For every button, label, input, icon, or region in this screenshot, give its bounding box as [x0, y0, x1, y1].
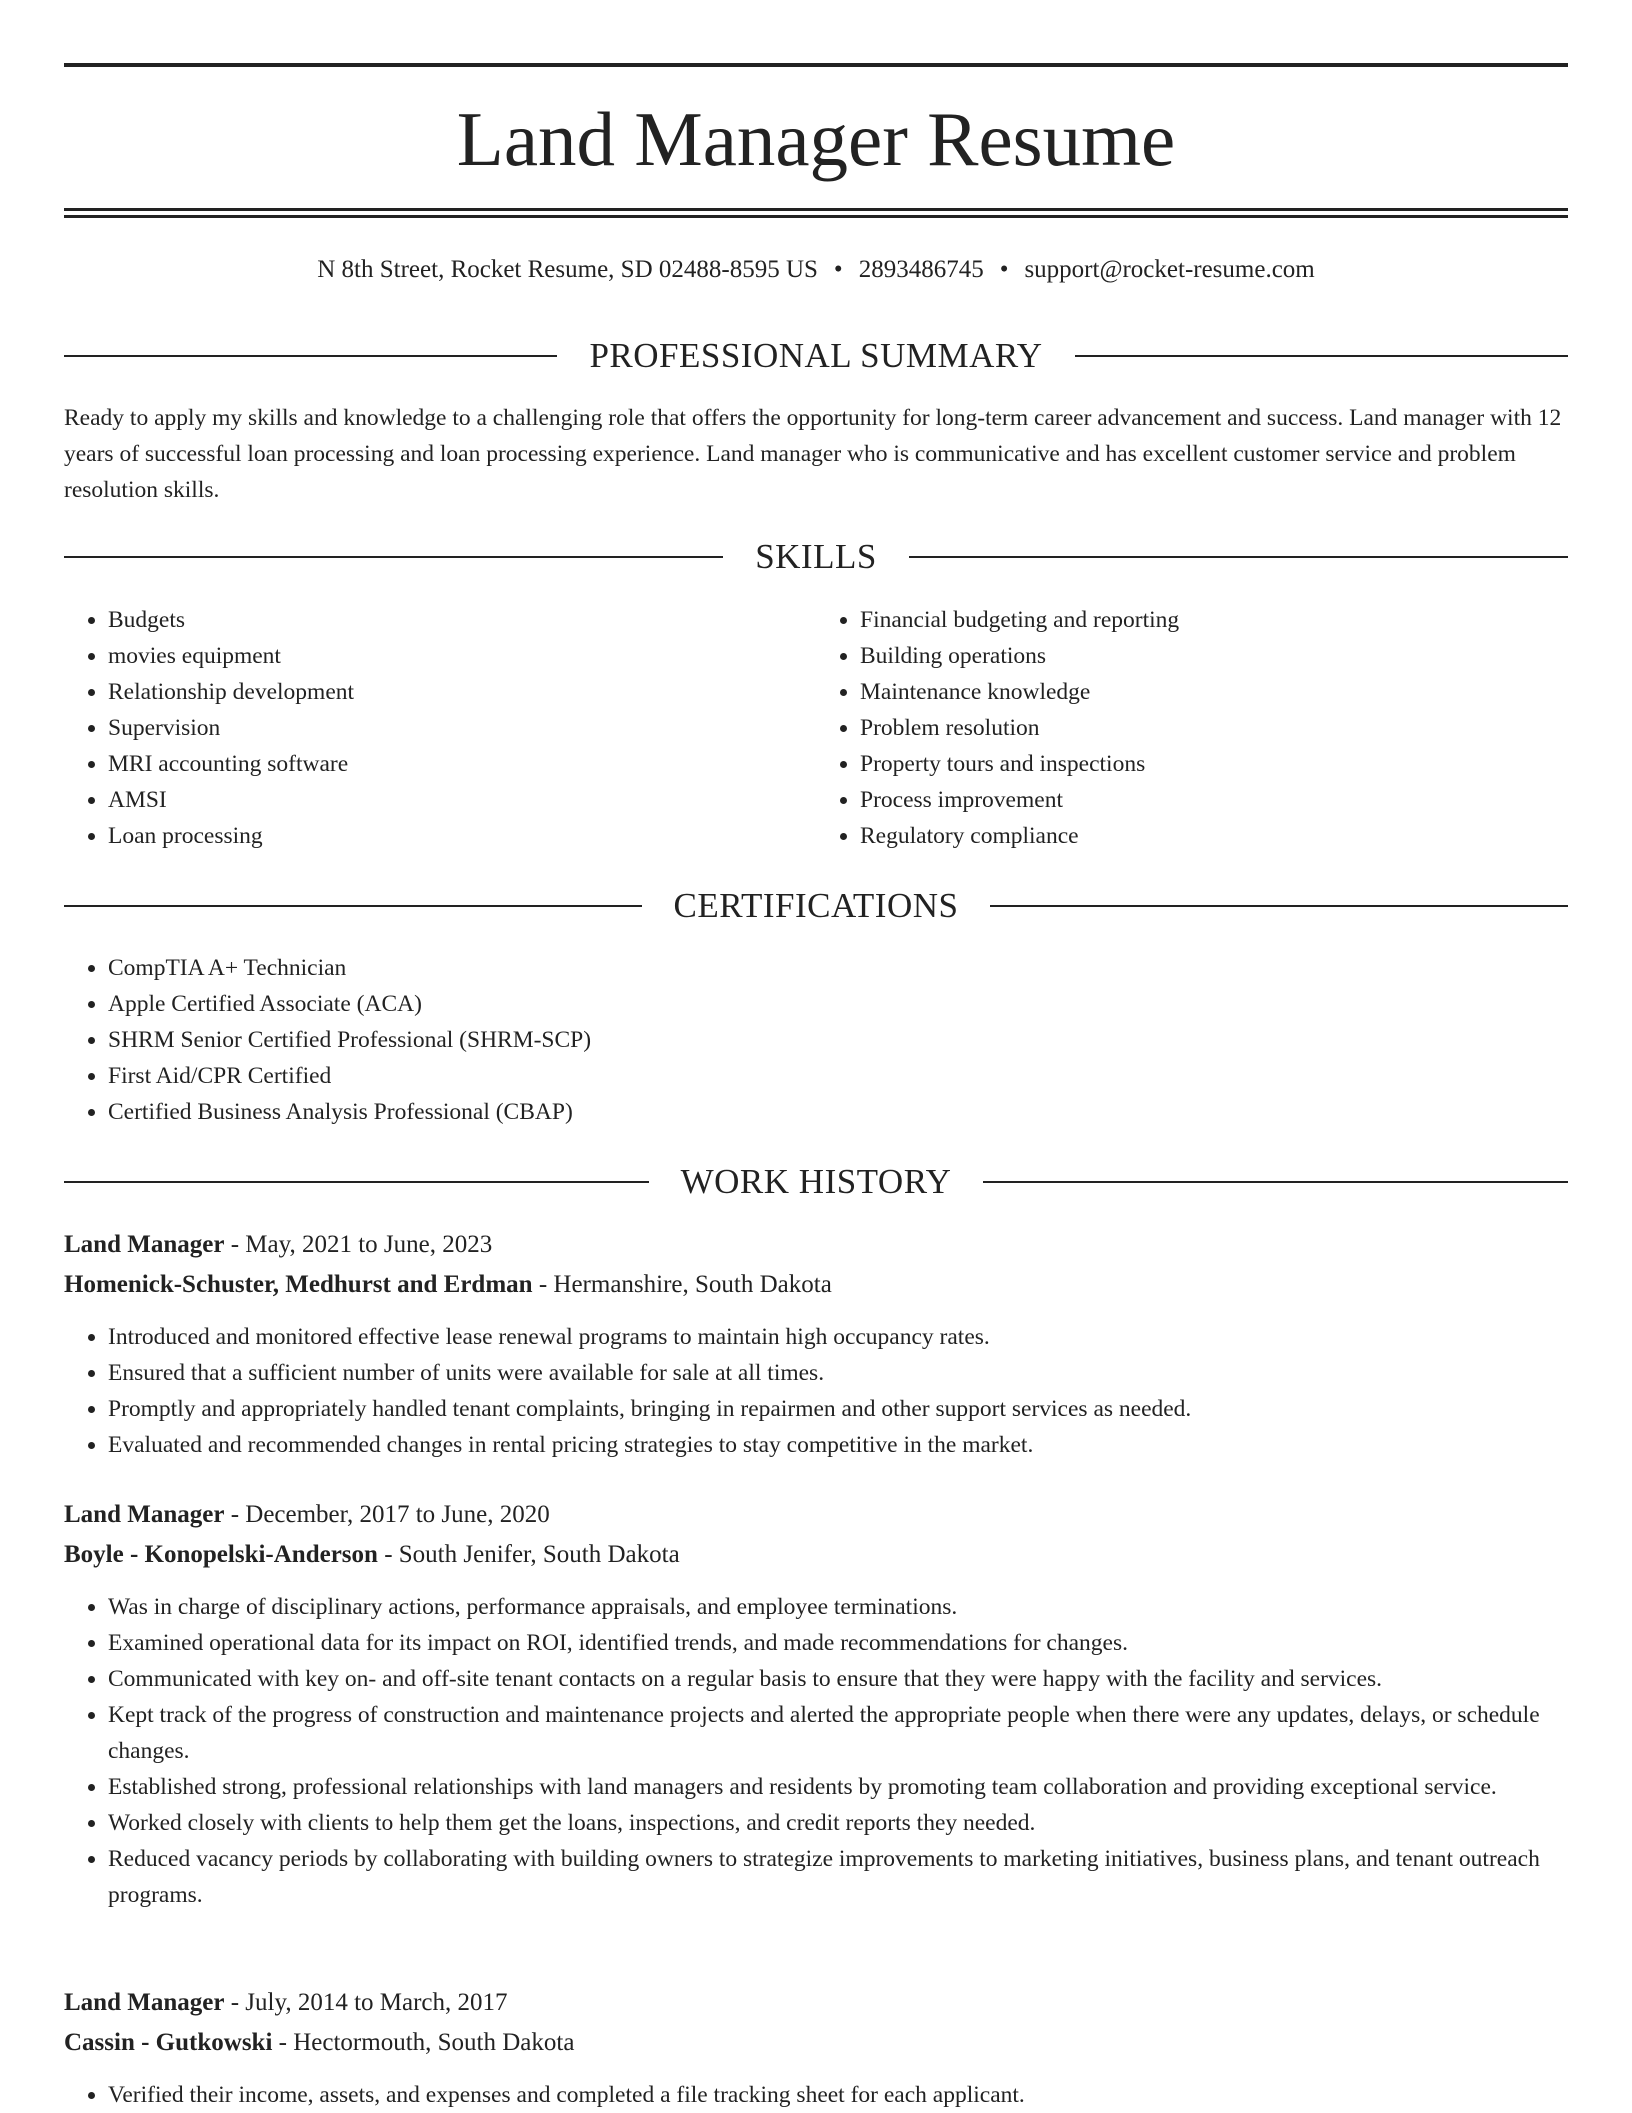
contact-email[interactable]: support@rocket-resume.com [1024, 256, 1315, 283]
job-bullet: • Examined operational data for its impact on ROI, identified trends, and made recommendations for changes. [108, 1625, 1568, 1661]
section-title: SKILLS [755, 537, 877, 576]
section-rule [1075, 355, 1568, 357]
job-title-line [64, 1983, 1568, 2023]
section-title: PROFESSIONAL SUMMARY [589, 336, 1043, 375]
job-bullets [64, 2077, 1568, 2113]
job-bullet: • Was in charge of disciplinary actions, performance appraisals, and employee terminations. [108, 1589, 1568, 1625]
skill-item: • Regulatory compliance [860, 818, 1568, 854]
section-rule [909, 556, 1568, 558]
job-bullet: • Reduced vacancy periods by collaborating with building owners to strategize improvements to marketing initiatives, business plans, and tenant outreach programs. [108, 1841, 1568, 1913]
skill-item: • Loan processing [108, 818, 816, 854]
contact-line [64, 252, 1568, 288]
section-header-work-history [64, 1160, 1568, 1204]
contact-phone: 2893486745 [858, 256, 984, 283]
skills-columns [64, 602, 1568, 854]
job-title: Land Manager [64, 1231, 225, 1258]
job-bullet: • Evaluated and recommended changes in rental pricing strategies to stay competitive in the market. [108, 1427, 1568, 1463]
skill-item: • Property tours and inspections [860, 746, 1568, 782]
skill-item: • Supervision [108, 710, 816, 746]
certifications-list [64, 950, 1568, 1130]
skill-item: • Maintenance knowledge [860, 674, 1568, 710]
skills-list-right [816, 602, 1568, 854]
skill-item: • Relationship development [108, 674, 816, 710]
summary-text: Ready to apply my skills and knowledge to a challenging role that offers the opportunity for long-term career advancement and success. Land manager with 12 years of successful loan processing and loan processing experience. Land manager who is communicative and has excellent customer service and problem resolution skills. [64, 405, 1562, 503]
section-title: WORK HISTORY [680, 1162, 952, 1201]
job-company: Cassin - Gutkowski [64, 2029, 273, 2056]
title-double-rule-upper [64, 208, 1568, 211]
job-title: Land Manager [64, 1501, 225, 1528]
section-title: CERTIFICATIONS [673, 886, 959, 925]
job-bullet: • Verified their income, assets, and expenses and completed a file tracking sheet for each applicant. [108, 2077, 1568, 2113]
job-title-line [64, 1225, 1568, 1265]
skill-item: • Building operations [860, 638, 1568, 674]
section-rule [990, 905, 1568, 907]
job-bullets [64, 1319, 1568, 1463]
title-double-rule-lower [64, 215, 1568, 218]
skill-item: • AMSI [108, 782, 816, 818]
job-location: - South Jenifer, South Dakota [377, 1541, 680, 1568]
section-rule [64, 556, 723, 558]
job-entry [64, 1983, 1568, 2113]
skill-item: • movies equipment [108, 638, 816, 674]
job-dates: - December, 2017 to June, 2020 [224, 1501, 550, 1528]
skill-item: • Budgets [108, 602, 816, 638]
job-bullets [64, 1589, 1568, 1913]
section-header-skills [64, 535, 1568, 579]
job-title: Land Manager [64, 1989, 225, 2016]
job-dates: - May, 2021 to June, 2023 [224, 1231, 493, 1258]
skill-item: • Process improvement [860, 782, 1568, 818]
job-bullet: • Established strong, professional relationships with land managers and residents by promoting team collaboration and providing exceptional service. [108, 1769, 1568, 1805]
skill-item: • MRI accounting software [108, 746, 816, 782]
job-bullet: • Introduced and monitored effective lease renewal programs to maintain high occupancy rates. [108, 1319, 1568, 1355]
section-rule [64, 905, 642, 907]
top-rule [64, 63, 1568, 67]
certification-item: • Certified Business Analysis Professional (CBAP) [108, 1094, 1568, 1130]
job-company-line [64, 2023, 1568, 2063]
job-company: Boyle - Konopelski-Anderson [64, 1541, 378, 1568]
certification-item: • CompTIA A+ Technician [108, 950, 1568, 986]
job-location: - Hermanshire, South Dakota [532, 1271, 832, 1298]
job-entry [64, 1225, 1568, 1463]
section-header-summary [64, 334, 1568, 378]
contact-address: N 8th Street, Rocket Resume, SD 02488-8595 US [317, 256, 818, 283]
certifications-block [64, 950, 1568, 1130]
skill-item: • Financial budgeting and reporting [860, 602, 1568, 638]
job-title-line [64, 1495, 1568, 1535]
job-location: - Hectormouth, South Dakota [272, 2029, 575, 2056]
skill-item: • Problem resolution [860, 710, 1568, 746]
contact-separator: • [999, 256, 1009, 283]
job-dates: - July, 2014 to March, 2017 [224, 1989, 508, 2016]
job-bullet: • Kept track of the progress of construction and maintenance projects and alerted the appropriate people when there were any updates, delays, or schedule changes. [108, 1697, 1568, 1769]
job-bullet: • Ensured that a sufficient number of units were available for sale at all times. [108, 1355, 1568, 1391]
section-rule [983, 1181, 1568, 1183]
section-rule [64, 1181, 649, 1183]
certification-item: • Apple Certified Associate (ACA) [108, 986, 1568, 1022]
certification-item: • SHRM Senior Certified Professional (SHRM-SCP) [108, 1022, 1568, 1058]
skills-list-left [64, 602, 816, 854]
certification-item: • First Aid/CPR Certified [108, 1058, 1568, 1094]
job-company: Homenick-Schuster, Medhurst and Erdman [64, 1271, 533, 1298]
page-title: Land Manager Resume [456, 96, 1176, 182]
contact-separator: • [833, 256, 843, 283]
job-entry [64, 1495, 1568, 1913]
section-rule [64, 355, 557, 357]
job-company-line [64, 1265, 1568, 1305]
job-company-line [64, 1535, 1568, 1575]
job-bullet: • Worked closely with clients to help them get the loans, inspections, and credit reports they needed. [108, 1805, 1568, 1841]
job-bullet: • Promptly and appropriately handled tenant complaints, bringing in repairmen and other support services as needed. [108, 1391, 1568, 1427]
job-bullet: • Communicated with key on- and off-site tenant contacts on a regular basis to ensure that they were happy with the facility and services. [108, 1661, 1568, 1697]
section-header-certifications [64, 884, 1568, 928]
